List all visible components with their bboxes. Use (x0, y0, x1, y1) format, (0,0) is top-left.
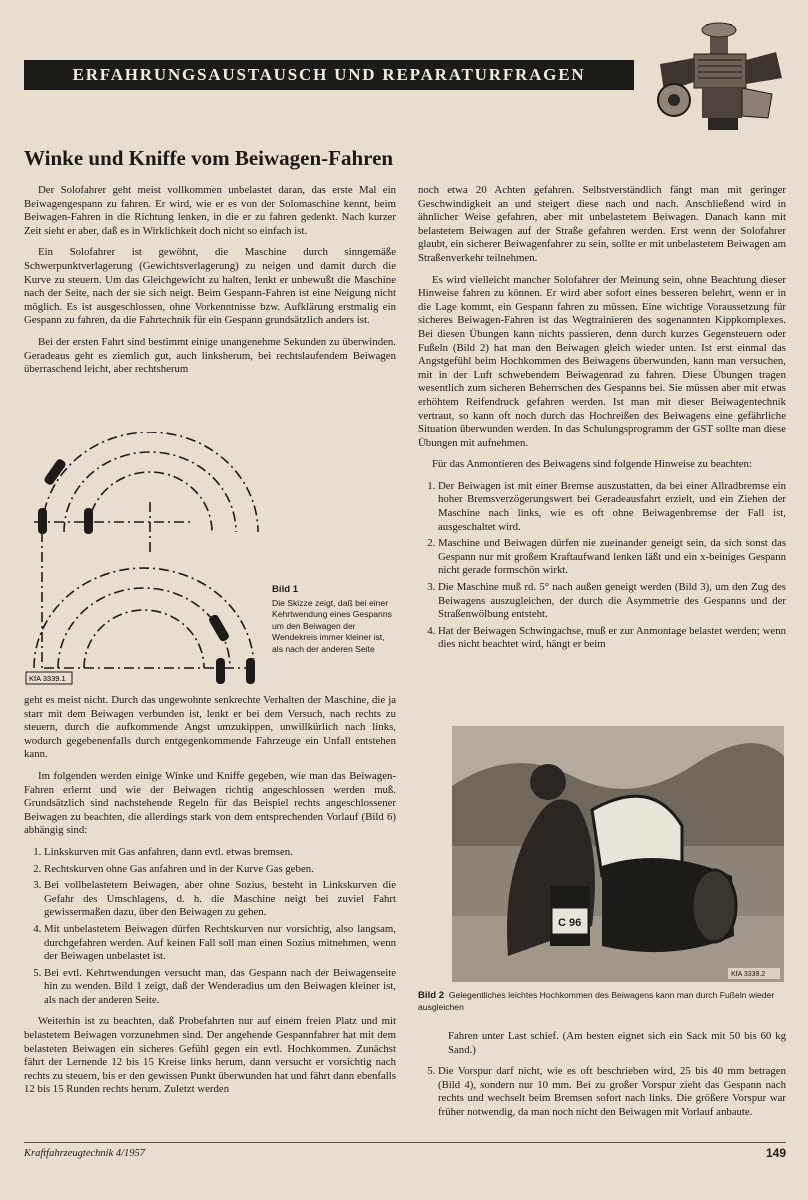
right-column-bottom (418, 1030, 786, 1128)
list-item: 1. Der Beiwagen ist mit einer Bremse auszustatten, da bei einer Allradbremse ein hoher Bremsverzögerungswert bei Geradeausfahrt erzielt, und ein Ziehen der Maschine nach links, wie es oft ohne Beiwagenbremse der Fall ist, ausgeschaltet wird. (438, 480, 786, 534)
page-number: 149 (765, 1146, 786, 1160)
figure2-caption-text: Gelegentliches leichtes Hochkommen des Beiwagens kann man durch Fußeln wieder ausgleichen (418, 990, 775, 1012)
list-item: 3. Die Maschine muß rd. 5° nach außen geneigt werden (Bild 3), um den Zug des Beiwagens auszugleichen, der durch die Asymmetrie des Gespanns und der Straßenwölbung entsteht. (438, 581, 786, 622)
sidecar-photo (452, 726, 784, 982)
figure1-caption (272, 584, 396, 655)
paragraph: Im folgenden werden einige Winke und Kniffe gegeben, wie man das Beiwagen-Fahren erlernt und wie der Beiwagen richtig angeschlossen werden muß. Grundsätzlich sind nachstehende Regeln für das Beispiel rechts angeschlossener Beiwagen zu beachten, die allerdings stark von dem entsprechenden Vorlauf (Bild 6) abhängig sind: (24, 769, 396, 837)
figure1-code: KfA 3339.1 (29, 674, 66, 683)
journal-reference: Kraftfahrzeugtechnik 4/1957 (24, 1148, 146, 1159)
list-item: 4. Hat der Beiwagen Schwingachse, muß er zur Anmontage belastet werden; wenn dies nicht beachtet wird, hängt er beim (438, 625, 786, 652)
rules-list (24, 846, 396, 1008)
paragraph: Fahren unter Last schief. (Am besten eignet sich ein Sack mit 50 bis 60 kg Sand.) (448, 1030, 786, 1056)
left-column-top (24, 184, 396, 385)
figure1-caption-text: Die Skizze zeigt, daß bei einer Kehrtwendung eines Gespanns um den Beiwagen der Wendekreis immer kleiner ist, als nach der anderen Seite (272, 597, 392, 654)
mounting-list-continued (418, 1065, 786, 1119)
left-column-bottom (24, 694, 396, 1105)
paragraph: Weiterhin ist zu beachten, daß Probefahrten nur auf einem freien Platz und mit belastetem Beiwagen vorzunehmen sind. Der angehende Gespannfahrer hat mit dem belasteten Beiwagen ein sicheres Gefühl gegen ein evtl. Hochkommen. Zunächst fährt der Lernende 12 bis 15 Kreise links herum, dann versucht er vorsichtig nach rechts zu steuern, bis er den gewissen Punkt überwunden hat und fährt dann ebenfalls 12 bis 15 Runden rechts herum. Zuletzt werden (24, 1015, 396, 1096)
paragraph: Es wird vielleicht mancher Solofahrer der Meinung sein, ohne Beachtung dieser Hinweise fahren zu können. Er wird aber sofort eines besseren belehrt, wenn er in die Lage kommt, ein Gespann fahren zu müssen. Eine wichtige Voraussetzung für sicheres Beiwagen-Fahren ist das Wegtrainieren des sogenannten Kippkomplexes. Bei diesen Übungen kann nichts passieren, denn durch kurzes Gegensteuern oder Fußeln (Bild 2) hat man den Beiwagen gleich wieder unten. Ist erst einmal das Angstgefühl beim Hochkommen des Beiwagens überwunden, kann man versuchen, mit in der Luft schwebendem Beiwagenrad zu fahren. Diese Übungen tragen wesentlich zum sicheren Beherrschen des Gespanns bei. Sie müssen aber mit etwas erhöhtem Reifendruck gefahren werden. Ist man mit dieser Beiwagentechnik vertraut, so kann oft noch durch das Hochreißen des Beiwagens eine gefährliche Situation überwunden werden. In das Schulungsprogramm der GST sollte man diese Übungen mit aufnehmen. (418, 273, 786, 449)
article-title: Winke und Kniffe vom Beiwagen-Fahren (24, 146, 394, 170)
figure2-code: KfA 3339.2 (731, 971, 766, 978)
list-item: 3. Bei vollbelastetem Beiwagen, aber ohne Sozius, besteht in Linkskurven die Gefahr des Umschlagens, d. h. die Maschine neigt bei zuviel Fahrt gewissermaßen dazu, über den Beiwagen zu gehen. (44, 879, 396, 920)
list-item: 5. Die Vorspur darf nicht, wie es oft beschrieben wird, 25 bis 40 mm betragen (Bild 4), sondern nur 10 mm. Bei zu großer Vorspur zieht das Gespann nach rechts und wechselt beim Bremsen sofort nach links. Die größere Vorspur war früher notwendig, da man noch nicht den Beiwagen mit Vorlauf anbaute. (438, 1065, 786, 1119)
mounting-list (418, 480, 786, 652)
paragraph: Der Solofahrer geht meist vollkommen unbelastet daran, das erste Mal ein Beiwagengespann zu fahren. Er wird, wie er es von der Solomaschine kennt, beim Beiwagen-Fahren in die Richtung lenken, in die er zu fahren gedenkt. Nach kurzer Zeit sieht er aber, daß es in Wirklichkeit doch nicht so einfach ist. (24, 184, 396, 237)
figure2-label: Bild 2 (418, 990, 445, 1001)
list-item: 2. Maschine und Beiwagen dürfen nie zueinander geneigt sein, da sich sonst das Gespann nur mit großem Kraftaufwand lenken läßt und ein x-beiniges Gespann nicht gerade formschön wirkt. (438, 537, 786, 578)
license-plate: C 96 (558, 917, 582, 929)
list-item: 1. Linkskurven mit Gas anfahren, dann evtl. etwas bremsen. (44, 846, 396, 860)
right-column (418, 184, 786, 660)
footer-rule (24, 1142, 786, 1143)
list-item: 5. Bei evtl. Kehrtwendungen versucht man, das Gespann nach der Beiwagenseite hin zu wenden. Bild 1 zeigt, daß der Wenderadius um den Beiwagen kleiner ist, als nach der anderen Seite. (44, 967, 396, 1008)
paragraph: geht es meist nicht. Durch das ungewohnte senkrechte Verhalten der Maschine, die ja starr mit dem Beiwagen verbunden ist, lenkt er bei dem Versuch, nach rechts zu steuern, durch die aufkommende Angst umzukippen, unwillkürlich nach links, wodurch gegebenenfalls durch entgegenkommende Fahrzeuge ein Unfall entstehen kann. (24, 694, 396, 761)
paragraph: Ein Solofahrer ist gewöhnt, die Maschine durch sinngemäße Schwerpunktverlagerung (Gewichtsverlagerung) zu neigen und damit durch die Kurve zu steuern. Um das Gleichgewicht zu halten, lenkt er unbewußt die Maschine nach der Seite, nach der sie sich neigt. Beim Gespann-Fahren ist eine Neigung nicht möglich. Es ist ausgeschlossen, ohne Vorkenntnisse bzw. Aufklärung erstmalig ein Gespann zu fahren, da die Fahrtechnik für ein Gespann grundsätzlich anders ist. (24, 246, 396, 327)
list-item: 4. Mit unbelastetem Beiwagen dürfen Rechtskurven nur vorsichtig, also langsam, durchgefahren werden. Auf keinen Fall soll man einen Sozius mitnehmen, wenn der Beiwagen unbelastet ist. (44, 923, 396, 964)
paragraph: Für das Anmontieren des Beiwagens sind folgende Hinweise zu beachten: (432, 458, 752, 471)
paragraph: noch etwa 20 Achten gefahren. Selbstverständlich fängt man mit geringer Geschwindigkeit an und steigert diese nach und nach. Anschließend wird in ähnlicher Weise gefahren, aber mit unbelastetem Beiwagen. Danach kann mit belastetem Beiwagen auf der Straße gefahren werden. Erst wenn der Solofahrer glaubt, ein sicherer Beiwagenfahrer zu sein, sollte er mit unbelastetem Beiwagen am Straßenverkehr teilnehmen. (418, 184, 786, 264)
turning-circle-diagram (24, 432, 260, 688)
figure1-label: Bild 1 (272, 584, 299, 595)
paragraph: Bei der ersten Fahrt sind bestimmt einige unangenehme Sekunden zu überwinden. Geradeaus geht es ziemlich gut, auch linksherum, bei rechtslaufendem Beiwagen überraschend leicht, aber rechtsherum (24, 335, 396, 376)
list-item: 2. Rechtskurven ohne Gas anfahren und in der Kurve Gas geben. (44, 863, 396, 877)
figure2-caption (418, 990, 788, 1013)
section-banner: ERFAHRUNGSAUSTAUSCH UND REPARATURFRAGEN (24, 60, 634, 90)
engine-illustration (648, 18, 786, 136)
